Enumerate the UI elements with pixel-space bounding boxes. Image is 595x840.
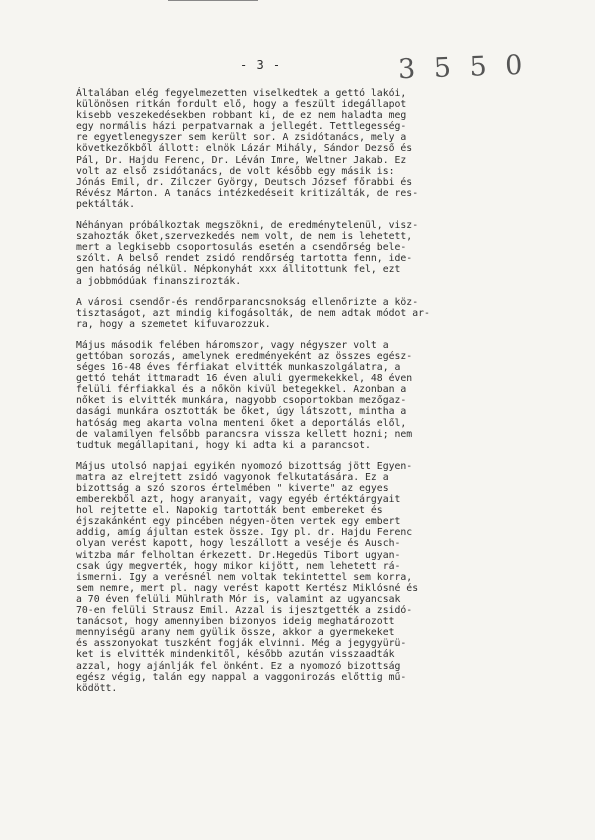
paragraph (76, 340, 516, 451)
text-line: Pál, Dr. Hajdu Ferenc, Dr. Léván Imre, Weltner Jakab. Ez (76, 154, 407, 166)
text-line: következőkből állott: elnök Lázár Mihály, Sándor Dezső és (76, 143, 413, 155)
text-line: csak úgy megverték, hogy mikor kijött, nem lehetett rá- (76, 560, 401, 572)
text-line: gettó tehát ittmaradt 16 éven aluli gyermekekkel, 48 éven (76, 373, 413, 385)
typed-body-text (76, 88, 516, 704)
text-line: hatóság meg akarta volna menteni őket a deportálás elől, (76, 417, 407, 429)
text-line: emberekből azt, hogy aranyait, vagy egyéb értéktárgyait (76, 494, 401, 506)
text-line: felüli férfiakkal és a nőkön kivül betegekkel. Azonban a (76, 384, 407, 396)
text-line: egy normális házi perpatvarnak a jellegét. Tettlegesség- (76, 121, 407, 133)
text-line: ködött. (76, 682, 118, 694)
text-line: ra, hogy a szemetet kifuvarozzuk. (76, 318, 271, 330)
text-line: hol rejtette el. Napokig tartották bent embereket és (76, 505, 383, 517)
text-line: bizottság a szó szoros értelmében " kiverte" az egyes (76, 483, 389, 494)
paragraph (76, 461, 516, 694)
text-line: különösen ritkán fordult elő, hogy a feszült idegállapot (76, 99, 407, 111)
text-line: azzal, hogy ajánlják fel önként. Ez a nyomozó bizottság (76, 660, 401, 672)
text-line: Május második felében háromszor, vagy négyszer volt a (76, 339, 389, 351)
text-line: kisebb veszekedésekben robbant ki, de ez nem haladta meg (76, 110, 407, 122)
text-line: olyan verést kapott, hogy leszállott a veséje és Ausch- (76, 538, 401, 550)
text-line: addig, amíg ájultan estek össze. Igy pl. dr. Hajdu Ferenc (76, 527, 413, 539)
text-line: nőket is elvitték munkára, nagyobb csoportokban mezőgaz- (76, 395, 407, 407)
text-line: Révész Márton. A tanács intézkedéseit kritizálták, de res- (76, 187, 419, 199)
text-line: Május utolsó napjai egyikén nyomozó bizottság jött Egyen- (76, 460, 413, 472)
text-line: witzba már felholtan érkezett. Dr.Hegedüs Tibort ugyan- (76, 549, 401, 561)
text-line: szahozták őket,szervezkedés nem volt, de nem is lehetett, (76, 231, 413, 243)
text-line: ket is elvitték mindenkitől, később azután visszaadták (76, 649, 395, 661)
paragraph (76, 297, 516, 330)
text-line: ismerni. Igy a verésnél nem voltak tekintettel sem korra, (76, 571, 413, 583)
text-line: a 70 éven felüli Mühlrath Mór is, valamint az ugyancsak (76, 593, 401, 605)
text-line: matra az elrejtett zsidó vagyonok felkutatására. Ez a (76, 471, 389, 483)
text-line: a jobbmódúak finanszirozták. (76, 275, 242, 287)
top-edge-mark (168, 0, 258, 4)
text-line: Általában elég fegyelmezetten viselkedtek a gettó lakói, (76, 88, 407, 99)
paragraph (76, 88, 516, 210)
page-number: - 3 - (240, 58, 282, 72)
text-line: gen hatóság nélkül. Népkonyhát xxx állitottunk fel, ezt (76, 264, 401, 276)
text-line: tisztaságot, azt mindig kifogásolták, de nem adtak módot ar- (76, 307, 430, 319)
text-line: pektálták. (76, 198, 135, 210)
text-line: re egyetlenegyszer sem került sor. A zsidótanács, mely a (76, 132, 407, 144)
text-line: sem nemre, mert pl. nagy verést kapott Kertész Miklósné és (76, 582, 419, 594)
text-line: gettóban sorozás, amelynek eredményeként az összes egész- (76, 350, 413, 362)
text-line: és asszonyokat tuszként fogják elvinni. Még a jegygyürü- (76, 638, 407, 650)
text-line: éjszakánként egy pincében négyen-öten vertek egy embert (76, 516, 401, 528)
text-line: szólt. A belső rendet zsidó rendőrség tartotta fenn, ide- (76, 253, 413, 265)
paragraph (76, 220, 516, 287)
text-line: de valamilyen felsőbb parancsra vissza kellett hozni; nem (76, 428, 413, 440)
text-line: volt az első zsidótanács, de volt később egy másik is: (76, 165, 395, 177)
text-line: egész végig, talán egy nappal a vaggonirozás előttig mű- (76, 671, 407, 683)
text-line: tudtuk megállapitani, hogy ki adta ki a parancsot. (76, 439, 371, 451)
handwritten-archive-number: 3 5 5 0 (397, 49, 528, 86)
text-line: mert a legkisebb csoportosulás esetén a csendőrség bele- (76, 242, 407, 254)
text-line: 70-en felüli Strausz Emil. Azzal is ijesztgették a zsidó- (76, 605, 413, 617)
text-line: Néhányan próbálkoztak megszökni, de eredménytelenül, visz- (76, 220, 419, 232)
text-line: séges 16-48 éves férfiakat elvitték munkaszolgálatra, a (76, 362, 401, 374)
text-line: Jónás Emil, dr. Zilczer György, Deutsch József főrabbi és (76, 176, 413, 188)
text-line: A városi csendőr-és rendőrparancsnokság ellenőrizte a köz- (76, 296, 419, 308)
text-line: tanácsot, hogy amennyiben bizonyos ideig meghatározott (76, 616, 395, 628)
text-line: dasági munkára osztották be őket, úgy látszott, mintha a (76, 406, 407, 418)
text-line: mennyiségü arany nem gyülik össze, akkor a gyermekeket (76, 627, 395, 639)
